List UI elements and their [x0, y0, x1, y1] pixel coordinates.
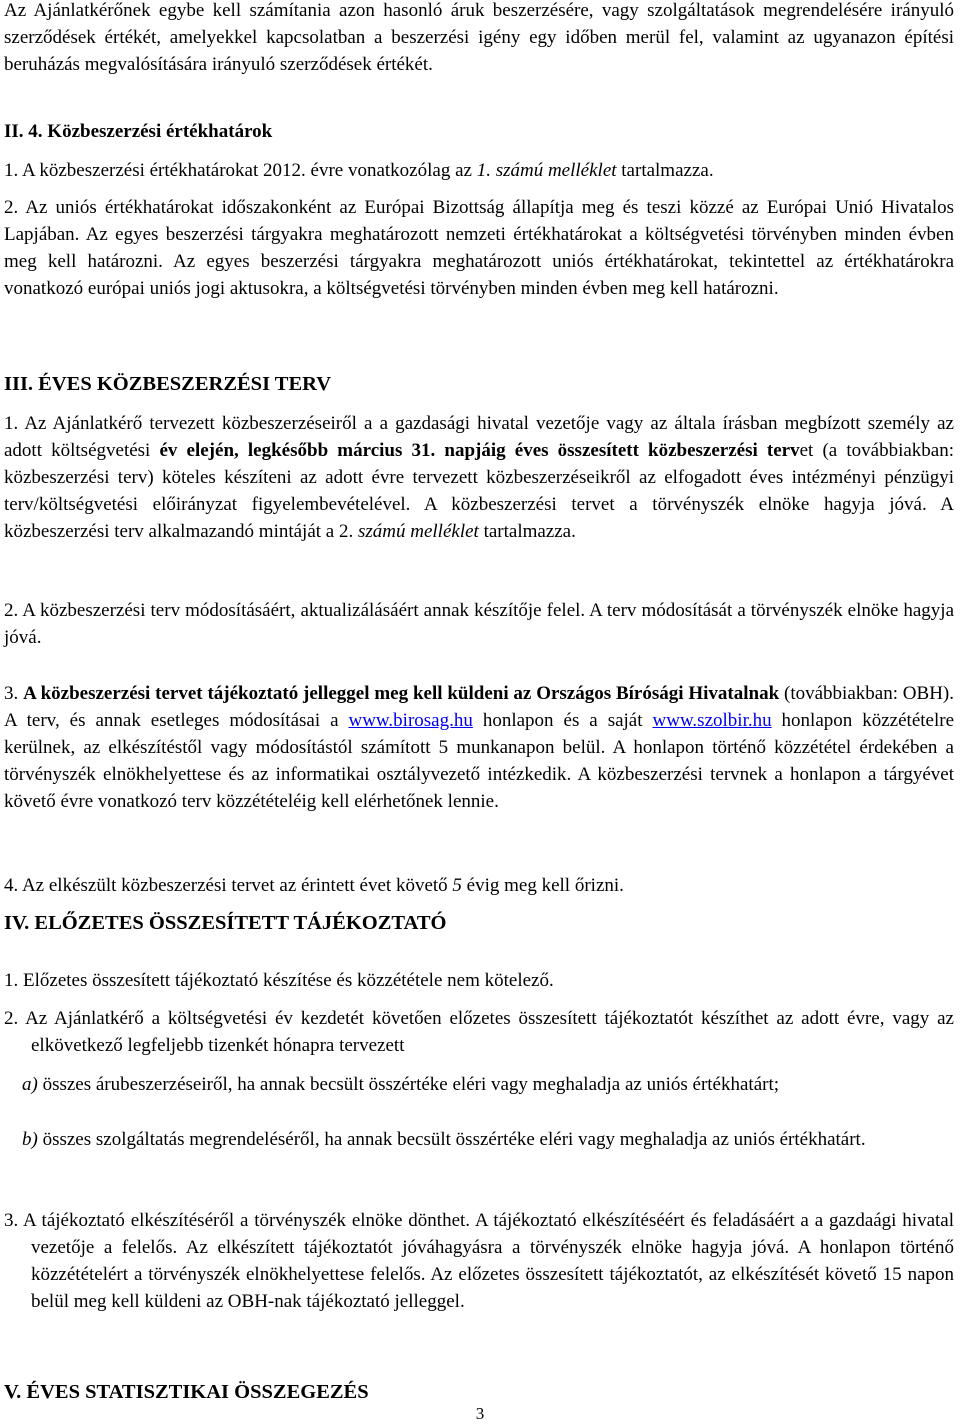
paragraph-s2-1: 1. A közbeszerzési értékhatárokat 2012. évre vonatkozólag az 1. számú melléklet tartalmazza. [4, 160, 714, 181]
szolbir-link[interactable]: www.szolbir.hu [652, 710, 772, 731]
section-heading-elozetes-tajekoztato: IV. ELŐZETES ÖSSZESÍTETT TÁJÉKOZTATÓ [4, 912, 447, 934]
page-number: 3 [475, 1404, 485, 1423]
section-heading-kozbeszerzesi-terv: III. ÉVES KÖZBESZERZÉSI TERV [4, 373, 332, 395]
birosag-link[interactable]: www.birosag.hu [348, 710, 473, 731]
paragraph-s4-1: 1. Előzetes összesített tájékoztató készítése és közzététele nem kötelező. [4, 970, 554, 991]
paragraph-s4-2: 2. Az Ajánlatkérő a költségvetési év kezdetét követően előzetes összesített tájékoztatót készíthet az adott évre, vagy az elkövetkező legfeljebb tizenkét hónapra tervezett [4, 1008, 954, 1056]
annex-reference: 1. számú melléklet [476, 160, 617, 181]
section-heading-statisztikai-osszegezes: V. ÉVES STATISZTIKAI ÖSSZEGEZÉS [4, 1381, 369, 1403]
paragraph-s4-3: 3. A tájékoztató elkészítéséről a törvényszék elnöke dönthet. A tájékoztató elkészítéséért és feladásáért a a gazdaági hivatal vezetője a felelős. Az elkészített tájékoztatót jóváhagyásra a törvényszék elnöke hagyja jóvá. A honlapon történő közzétételért a törvényszék elnökhelyettese felelős. Az előzetes összesített tájékoztatót, az elkészítését követő 15 napon belül meg kell küldeni az OBH-nak tájékoztató jelleggel. [4, 1210, 954, 1312]
paragraph-s4-b: b) összes szolgáltatás megrendeléséről, ha annak becsült összértéke eléri vagy meghaladja az uniós értékhatárt. [22, 1129, 866, 1150]
section-heading-ertekhatarok: II. 4. Közbeszerzési értékhatárok [4, 121, 273, 142]
intro-paragraph: Az Ajánlatkérőnek egybe kell számítania azon hasonló áruk beszerzésére, vagy szolgáltatások megrendelésére irányuló szerződések értékét, amelyekkel kapcsolatban a beszerzési igény egy időben merül fel, valamint az ugyanazon építési beruházás megvalósítására irányuló szerződések értékét. [4, 0, 954, 75]
paragraph-s3-1: 1. Az Ajánlatkérő tervezett közbeszerzéseiről a a gazdasági hivatal vezetője vagy az általa írásban megbízott személy az adott költségvetési év elején, legkésőbb március 31. napjáig éves összesített közbeszerzési tervet (a továbbiakban: közbeszerzési terv) köteles készíteni az adott évre tervezett közbeszerzéseikről az elfogadott éves intézményi pénzügyi terv/költségvetési előirányzat figyelembevételével. A közbeszerzési tervet a törvényszék elnöke hagyja jóvá. A közbeszerzési terv alkalmazandó mintáját a 2. számú melléklet tartalmazza. [4, 413, 954, 542]
paragraph-s3-4: 4. Az elkészült közbeszerzési tervet az érintett évet követő 5 évig meg kell őrizni. [4, 875, 624, 896]
paragraph-s2-2: 2. Az uniós értékhatárokat időszakonként az Európai Bizottság állapítja meg és teszi közzé az Európai Unió Hivatalos Lapjában. Az egyes beszerzési tárgyakra meghatározott nemzeti értékhatárokat a költségvetési törvényben minden évben meg kell határozni. Az egyes beszerzési tárgyakra meghatározott uniós értékhatárokat, tekintettel az értékhatárokra vonatkozó európai uniós jogi aktusokra, a költségvetési törvényben minden évben meg kell határozni. [4, 197, 954, 299]
paragraph-s4-a: a) összes árubeszerzéseiről, ha annak becsült összértéke eléri vagy meghaladja az uniós értékhatárt; [22, 1074, 780, 1095]
paragraph-s3-2: 2. A közbeszerzési terv módosításáért, aktualizálásáért annak készítője felel. A terv módosítását a törvényszék elnöke hagyja jóvá. [4, 600, 954, 648]
paragraph-s3-3: 3. A közbeszerzési tervet tájékoztató jelleggel meg kell küldeni az Országos Bírósági Hivatalnak (továbbiakban: OBH). A terv, és annak esetleges módosításai a www.birosag.hu honlapon és a saját www.szolbir.hu honlapon közzétételre kerülnek, az elkészítéstől vagy módosítástól számított 5 munkanapon belül. A honlapon történő közzététel érdekében a törvényszék elnökhelyettese és az informatikai osztályvezető intézkedik. A közbeszerzési tervnek a honlapon a tárgyévet követő évre vonatkozó terv közzétételéig kell elérhetőnek lennie. [4, 683, 955, 812]
